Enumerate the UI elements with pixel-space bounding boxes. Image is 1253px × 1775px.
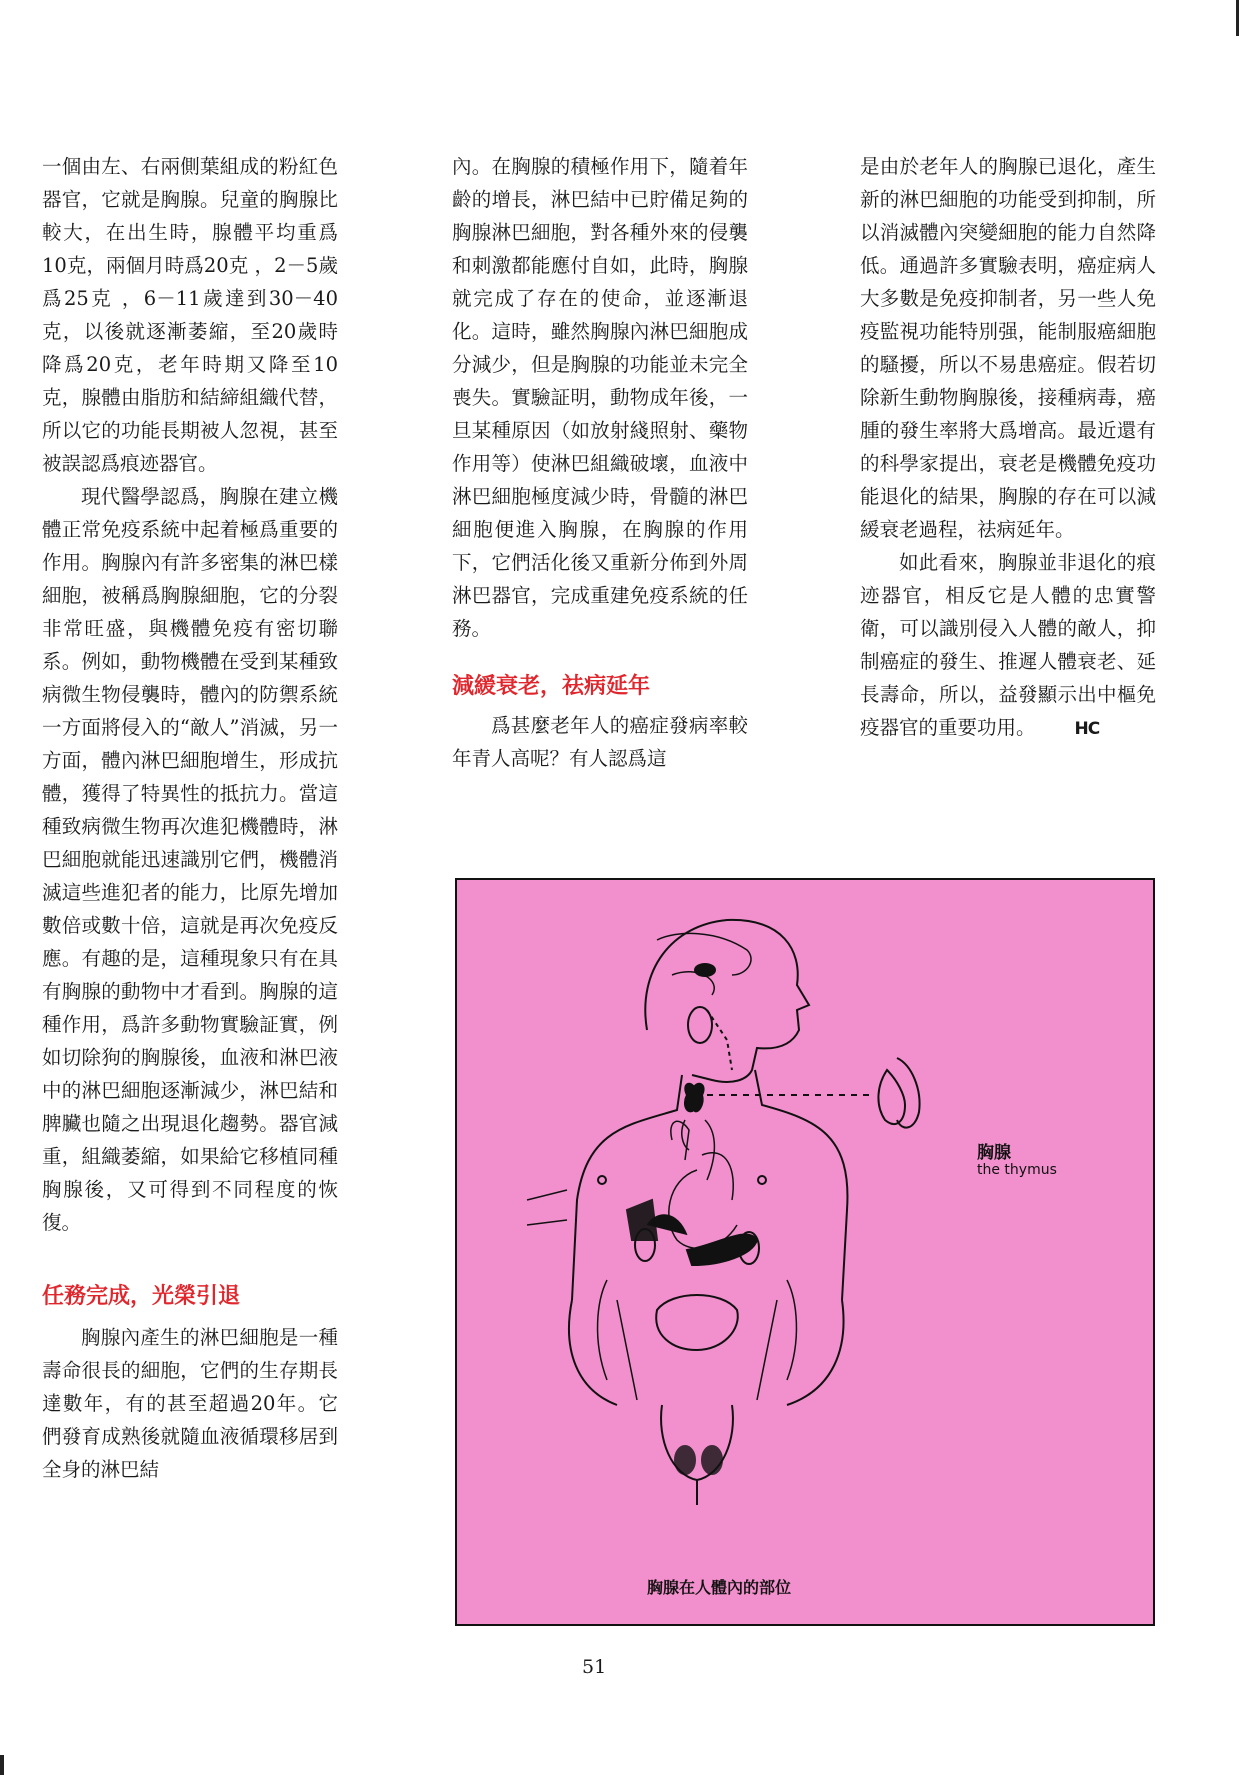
paragraph-text: 如此看來，胸腺並非退化的痕迹器官，相反它是人體的忠實警衛，可以識別侵入人體的敵人，抑制癌症的發生、推遲人體衰老、延長壽命，所以，益發顯示出中樞免疫器官的重要功用。 [860, 551, 1156, 739]
thymus-label: 胸腺 [977, 1143, 1011, 1163]
figure-caption: 胸腺在人體內的部位 [647, 1578, 792, 1597]
paragraph [860, 546, 1156, 746]
text-column-2 [452, 150, 748, 775]
section-heading: 減緩衰老，祛病延年 [452, 674, 651, 699]
scan-edge-mark [0, 1755, 4, 1775]
paragraph: 爲甚麼老年人的癌症發病率較年青人高呢？有人認爲這 [452, 714, 748, 770]
spacer [452, 645, 748, 669]
scan-edge-mark [1236, 0, 1239, 36]
paragraph: 內。在胸腺的積極作用下，隨着年齡的增長，淋巴結中已貯備足夠的胸腺淋巴細胞，對各種外來的侵襲和刺激都能應付自如，此時，胸腺就完成了存在的使命，並逐漸退化。這時，雖然胸腺內淋巴細胞成分減少，但是胸腺的功能並未完全喪失。實驗証明，動物成年後，一旦某種原因（如放射綫照射、藥物作用等）使淋巴組織破壞，血液中淋巴細胞極度減少時，骨髓的淋巴細胞便進入胸腺，在胸腺的作用下，它們活化後又重新分佈到外周淋巴器官，完成重建免疫系統的任務。 [452, 155, 748, 640]
paragraph: 是由於老年人的胸腺已退化，產生新的淋巴細胞的功能受到抑制，所以消滅體內突變細胞的能力自然降低。通過許多實驗表明，癌症病人大多數是免疫抑制者，另一些人免疫監視功能特別强，能制服癌細胞的騷擾，所以不易患癌症。假若切除新生動物胸腺後，接種病毒，癌腫的發生率將大爲增高。最近還有的科學家提出，衰老是機體免疫功能退化的結果，胸腺的存在可以減緩衰老過程，祛病延年。 [860, 155, 1156, 541]
paragraph: 胸腺內產生的淋巴細胞是一種壽命很長的細胞，它們的生存期長達數年，有的甚至超過20年。它們發育成熟後就隨血液循環移居到全身的淋巴結 [42, 1326, 338, 1481]
text-column-1 [42, 150, 338, 1486]
page-number: 51 [582, 1656, 607, 1678]
end-mark-logo: HC [1074, 719, 1100, 739]
paragraph: 現代醫學認爲，胸腺在建立機體正常免疫系統中起着極爲重要的作用。胸腺內有許多密集的淋巴樣細胞，被稱爲胸腺細胞，它的分裂非常旺盛，與機體免疫有密切聯系。例如，動物機體在受到某種致病微生物侵襲時，體內的防禦系統一方面將侵入的“敵人”消滅，另一方面，體內淋巴細胞增生，形成抗體，獲得了特異性的抵抗力。當這種致病微生物再次進犯機體時，淋巴細胞就能迅速識別它們，機體消滅這些進犯者的能力，比原先增加數倍或數十倍，這就是再次免疫反應。有趣的是，這種現象只有在具有胸腺的動物中才看到。胸腺的這種作用，爲許多動物實驗証實，例如切除狗的胸腺後，血液和淋巴液中的淋巴細胞逐漸減少，淋巴結和脾臟也隨之出現退化趨勢。器官減重，組織萎縮，如果給它移植同種胸腺後，又可得到不同程度的恢復。 [42, 485, 338, 1234]
thymus-illustration [455, 878, 1155, 1626]
paragraph: 一個由左、右兩側葉組成的粉紅色器官，它就是胸腺。兒童的胸腺比較大，在出生時，腺體平均重爲10克，兩個月時爲20克 ，2－5歲 爲25克 ，6－11歲達到30－40克，以後就逐漸萎縮，至20歲時降爲20克，老年時期又降至10克，腺體由脂肪和結締組織代替，所以它的功能長期被人忽視，甚至被誤認爲痕迹器官。 [42, 155, 338, 475]
thymus-label-english: the thymus [977, 1162, 1057, 1178]
spacer [42, 1239, 338, 1279]
text-column-3 [860, 150, 1156, 746]
anatomy-drawing [457, 880, 1153, 1624]
section-heading: 任務完成，光榮引退 [42, 1284, 241, 1309]
